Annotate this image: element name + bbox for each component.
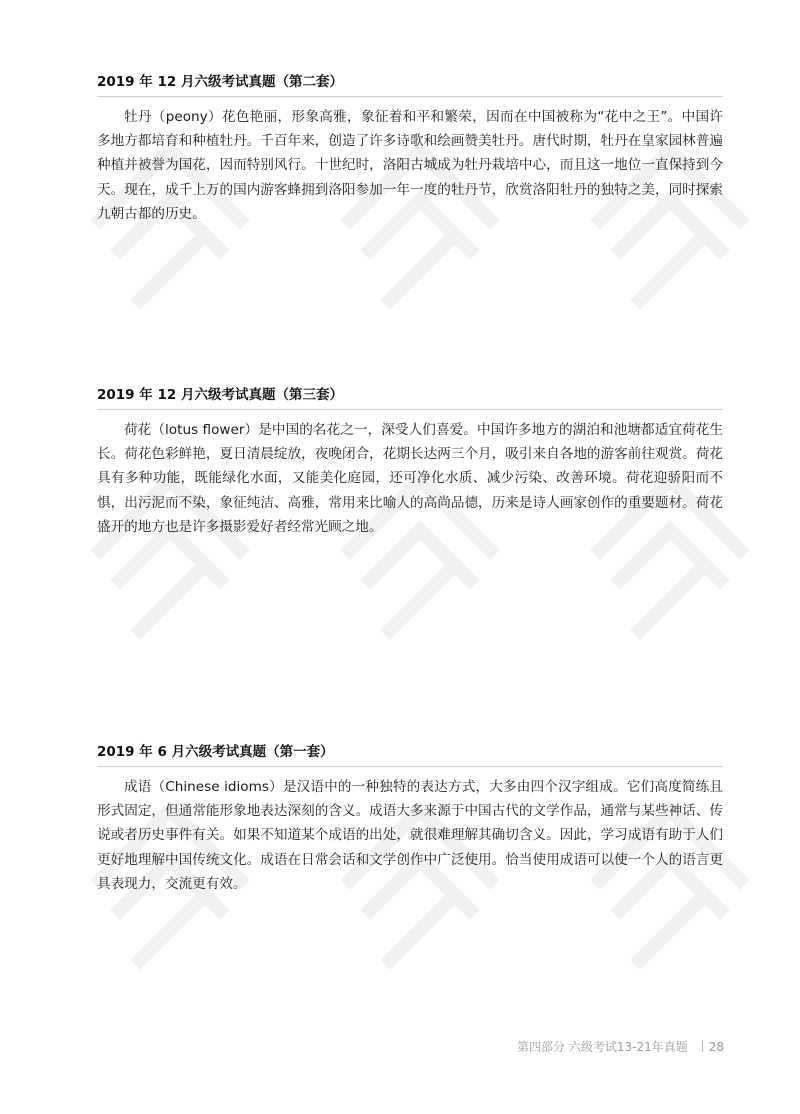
page-number: 28 xyxy=(708,1040,724,1054)
page-footer xyxy=(517,1038,724,1055)
section-idioms xyxy=(97,742,723,896)
section-title: 2019 年 12 月六级考试真题（第三套） xyxy=(97,385,723,410)
section-paragraph: 荷花（lotus flower）是中国的名花之一，深受人们喜爱。中国许多地方的湖泊和池塘都适宜荷花生长。荷花色彩鲜艳，夏日清晨绽放，夜晚闭合，花期长达两三个月，吸引来自各地的游客前往观赏。荷花具有多种功能，既能绿化水面，又能美化庭园，还可净化水质、减少污染、改善环境。荷花迎骄阳而不惧，出污泥而不染，象征纯洁、高雅，常用来比喻人的高尚品德，历来是诗人画家创作的重要题材。荷花盛开的地方也是许多摄影爱好者经常光顾之地。 xyxy=(97,422,723,535)
footer-section-label: 第四部分 六级考试13-21年真题 xyxy=(517,1040,688,1054)
section-paragraph: 成语（Chinese idioms）是汉语中的一种独特的表达方式，大多由四个汉字组成。它们高度简练且形式固定，但通常能形象地表达深刻的含义。成语大多来源于中国古代的文学作品，通常与某些神话、传说或者历史事件有关。如果不知道某个成语的出处，就很难理解其确切含义。因此，学习成语有助于人们更好地理解中国传统文化。成语在日常会话和文学创作中广泛使用。恰当使用成语可以使一个人的语言更具表现力，交流更有效。 xyxy=(97,779,723,892)
section-peony xyxy=(97,72,723,226)
section-lotus xyxy=(97,385,723,539)
footer-divider xyxy=(702,1040,703,1052)
section-paragraph: 牡丹（peony）花色艳丽，形象高雅，象征着和平和繁荣，因而在中国被称为“花中之王”。中国许多地方都培育和种植牡丹。千百年来，创造了许多诗歌和绘画赞美牡丹。唐代时期，牡丹在皇家园林普遍种植并被誉为国花，因而特别风行。十世纪时，洛阳古城成为牡丹栽培中心，而且这一地位一直保持到今天。现在，成千上万的国内游客蜂拥到洛阳参加一年一度的牡丹节，欣赏洛阳牡丹的独特之美，同时探索九朝古都的历史。 xyxy=(97,109,723,222)
section-title: 2019 年 6 月六级考试真题（第一套） xyxy=(97,742,723,767)
section-title: 2019 年 12 月六级考试真题（第二套） xyxy=(97,72,723,97)
